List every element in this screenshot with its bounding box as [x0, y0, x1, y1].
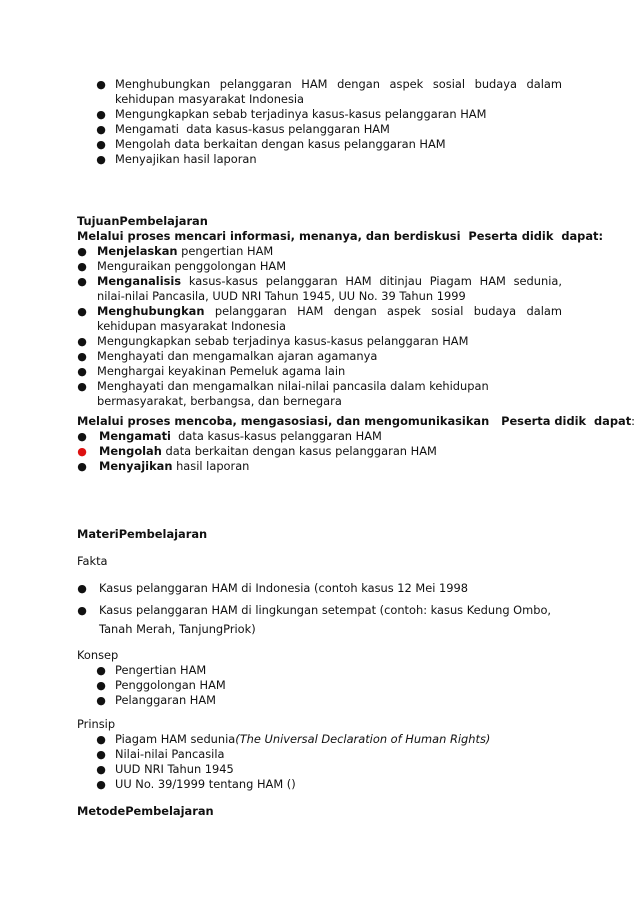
list-item [0, 77, 562, 107]
verb: Mengolah [99, 444, 162, 458]
list-item-text: kasus-kasus pelanggaran HAM ditinjau Piagam HAM sedunia, nilai-nilai Pancasila, UUD NRI Tahun 1945, UU No. 39 Tahun 1999 [97, 274, 562, 303]
list-item [0, 379, 562, 409]
list-item [0, 459, 562, 474]
metode-heading: MetodePembelajaran [77, 804, 214, 818]
list-item [0, 678, 562, 693]
indicator-list [0, 77, 638, 167]
list-item-text: Menyajikan hasil laporan [115, 152, 257, 166]
bullet-icon: ● [77, 604, 87, 617]
bullet-icon: ● [77, 260, 87, 273]
list-item [0, 244, 562, 259]
list-item-text: pengertian HAM [177, 244, 274, 258]
list-item [0, 122, 562, 137]
list-item [0, 747, 562, 762]
list-item-text: UU No. 39/1999 tentang HAM () [115, 777, 296, 791]
bullet-icon: ● [96, 733, 106, 746]
tujuan-list-2 [0, 429, 638, 474]
tujuan-intro: Melalui proses mencari informasi, menanya, dan berdiskusi Peserta didik dapat: [77, 229, 604, 243]
list-item [0, 334, 562, 349]
list-item [0, 777, 562, 792]
list-item-text: Kasus pelanggaran HAM di lingkungan setempat (contoh: kasus Kedung Ombo, Tanah Merah, TanjungPriok) [99, 603, 552, 636]
list-item [0, 579, 562, 598]
list-item-text: Menghargai keyakinan Pemeluk agama lain [97, 364, 346, 378]
list-item-text: Mengamati data kasus-kasus pelanggaran HAM [115, 122, 390, 136]
konsep-list [0, 663, 638, 708]
list-item [0, 259, 562, 274]
list-item-text: data kasus-kasus pelanggaran HAM [170, 429, 382, 443]
bullet-icon: ● [96, 694, 106, 707]
tujuan-intro-2: Melalui proses mencoba, mengasosiasi, dan mengomunikasikan Peserta didik dapat: [77, 414, 635, 428]
bullet-icon: ● [77, 350, 87, 363]
bullet-icon: ● [77, 460, 87, 473]
list-item [0, 732, 562, 747]
bullet-icon: ● [96, 679, 106, 692]
bullet-icon: ● [77, 380, 87, 393]
list-item [0, 601, 562, 639]
list-item [0, 663, 562, 678]
list-item-italic: (The Universal Declaration of Human Rights) [235, 732, 491, 746]
list-item [0, 304, 562, 334]
bullet-icon: ● [77, 582, 87, 595]
fakta-label: Fakta [77, 554, 108, 568]
tujuan-list [0, 244, 638, 409]
list-item [0, 152, 562, 167]
bullet-icon: ● [77, 305, 87, 318]
list-item [0, 364, 562, 379]
list-item [0, 107, 562, 122]
list-item-text: Kasus pelanggaran HAM di Indonesia (contoh kasus 12 Mei 1998 [99, 581, 469, 595]
list-item [0, 137, 562, 152]
list-item-text: Menguraikan penggolongan HAM [97, 259, 287, 273]
list-item [0, 349, 562, 364]
list-item-text: Nilai-nilai Pancasila [115, 747, 225, 761]
bullet-icon: ● [77, 365, 87, 378]
bullet-icon: ● [96, 153, 106, 166]
prinsip-list [0, 732, 638, 792]
list-item-text: pelanggaran HAM dengan aspek sosial budaya dalam kehidupan masyarakat Indonesia [97, 304, 562, 333]
tujuan-heading: TujuanPembelajaran [77, 214, 208, 228]
verb: Mengamati [99, 429, 171, 443]
list-item-text: Menghayati dan mengamalkan nilai-nilai pancasila dalam kehidupan bermasyarakat, berbangsa, dan bernegara [97, 379, 489, 408]
bullet-icon: ● [96, 138, 106, 151]
list-item-text: Piagam HAM sedunia [115, 732, 236, 746]
list-item [0, 429, 562, 444]
list-item [0, 762, 562, 777]
bullet-icon: ● [77, 430, 87, 443]
bullet-icon: ● [77, 335, 87, 348]
list-item [0, 444, 562, 459]
list-item-text: Mengungkapkan sebab terjadinya kasus-kasus pelanggaran HAM [115, 107, 487, 121]
bullet-icon: ● [96, 763, 106, 776]
verb: Menganalisis [97, 274, 182, 288]
list-item-text: Mengolah data berkaitan dengan kasus pelanggaran HAM [115, 137, 446, 151]
materi-heading: MateriPembelajaran [77, 527, 208, 541]
prinsip-label: Prinsip [77, 717, 116, 731]
bullet-icon: ● [77, 275, 87, 288]
bullet-icon: ● [96, 78, 106, 91]
bullet-icon: ● [77, 245, 87, 258]
list-item-text: Penggolongan HAM [115, 678, 226, 692]
bullet-icon: ● [96, 123, 106, 136]
list-item-text: UUD NRI Tahun 1945 [115, 762, 234, 776]
bullet-icon: ● [96, 108, 106, 121]
list-item-text: data berkaitan dengan kasus pelanggaran HAM [161, 444, 437, 458]
list-item-text: Pengertian HAM [115, 663, 207, 677]
verb: Menghubungkan [97, 304, 205, 318]
list-item-text: Menghubungkan pelanggaran HAM dengan aspek sosial budaya dalam kehidupan masyarakat Indonesia [115, 77, 562, 106]
verb: Menjelaskan [97, 244, 178, 258]
list-item-text: Mengungkapkan sebab terjadinya kasus-kasus pelanggaran HAM [97, 334, 469, 348]
bullet-icon: ● [96, 748, 106, 761]
konsep-label: Konsep [77, 648, 119, 662]
list-item [0, 274, 562, 304]
list-item-text: Menghayati dan mengamalkan ajaran agamanya [97, 349, 378, 363]
bullet-icon: ● [77, 445, 87, 458]
bullet-icon: ● [96, 778, 106, 791]
list-item-text: hasil laporan [172, 459, 250, 473]
fakta-list [0, 579, 638, 639]
verb: Menyajikan [99, 459, 173, 473]
list-item [0, 693, 562, 708]
bullet-icon: ● [96, 664, 106, 677]
list-item-text: Pelanggaran HAM [115, 693, 216, 707]
